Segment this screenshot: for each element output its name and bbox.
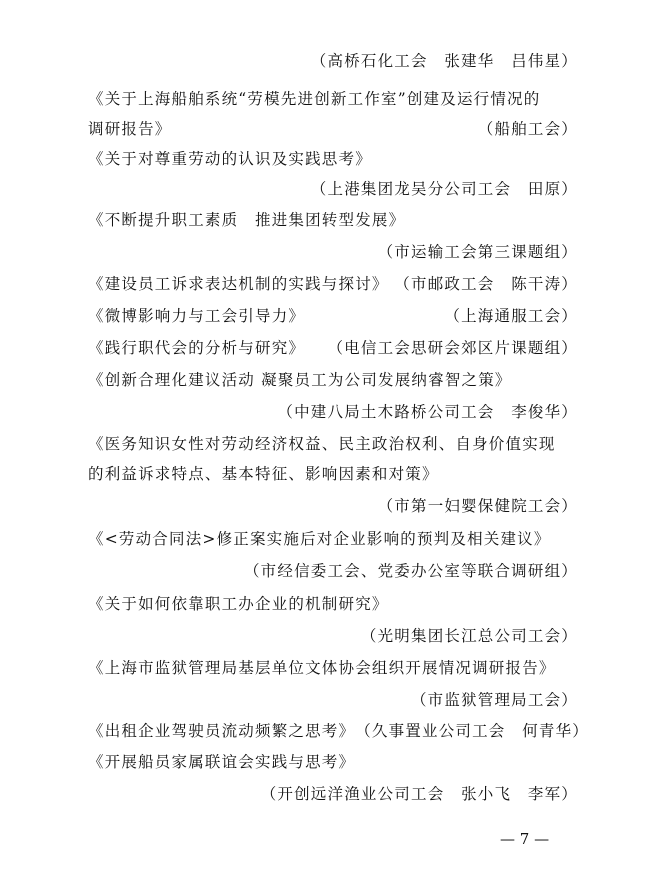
entry-row xyxy=(88,272,578,296)
entry-author: （市监狱管理局工会） xyxy=(410,691,578,709)
entry-title: 《践行职代会的分析与研究》 xyxy=(88,339,306,357)
entry-author: （市第一妇婴保健院工会） xyxy=(377,497,578,515)
entry-author: （上海通服工会） xyxy=(444,307,578,325)
entry-author: （高桥石化工会 张建华 吕伟星） xyxy=(310,52,578,70)
entry-author: （市邮政工会 陈干涛） xyxy=(394,275,578,293)
entry-author: （船舶工会） xyxy=(477,120,578,138)
entry-title: 《不断提升职工素质 推进集团转型发展》 xyxy=(88,211,406,229)
entry-title: 《建设员工诉求表达机制的实践与探讨》 xyxy=(88,275,389,293)
entry-author: （光明集团长江总公司工会） xyxy=(360,627,578,645)
entry-author: （中建八局土木路桥公司工会 李俊华） xyxy=(277,403,578,421)
entry-row xyxy=(88,336,578,360)
entry-title: 调研报告》 xyxy=(88,120,172,138)
entry-author: （市运输工会第三课题组） xyxy=(377,243,578,261)
entry-author: （市经信委工会、党委办公室等联合调研组） xyxy=(243,562,578,580)
entry-title: 《关于上海船舶系统“劳模先进创新工作室”创建及运行情况的 xyxy=(88,90,541,108)
entry-title: 《<劳动合同法>修正案实施后对企业影响的预判及相关建议》 xyxy=(88,530,551,548)
entry-title: 《上海市监狱管理局基层单位文体协会组织开展情况调研报告》 xyxy=(88,659,556,677)
entry-title: 《出租企业驾驶员流动频繁之思考》 xyxy=(88,722,356,740)
page-number: — 7 — xyxy=(500,830,550,848)
entry-title: 的利益诉求特点、基本特征、影响因素和对策》 xyxy=(88,465,439,483)
entry-title: 《微博影响力与工会引导力》 xyxy=(88,307,306,325)
entry-row xyxy=(88,719,590,743)
entry-author: （开创远洋渔业公司工会 张小飞 李军） xyxy=(260,785,578,803)
entry-author: （电信工会思研会郊区片课题组） xyxy=(327,339,578,357)
entry-author: （久事置业公司工会 何青华） xyxy=(355,722,590,740)
entry-title: 《开展船员家属联谊会实践与思考》 xyxy=(88,753,356,771)
entry-title: 《关于如何依靠职工办企业的机制研究》 xyxy=(88,595,389,613)
entry-row xyxy=(88,304,578,328)
entry-row xyxy=(88,117,578,141)
entry-author: （上港集团龙吴分公司工会 田原） xyxy=(310,180,578,198)
entry-title: 《关于对尊重劳动的认识及实践思考》 xyxy=(88,150,372,168)
entry-title: 《医务知识女性对劳动经济权益、民主政治权利、自身价值实现 xyxy=(88,435,556,453)
entry-title: 《创新合理化建议活动 凝聚员工为公司发展纳睿智之策》 xyxy=(88,371,512,389)
